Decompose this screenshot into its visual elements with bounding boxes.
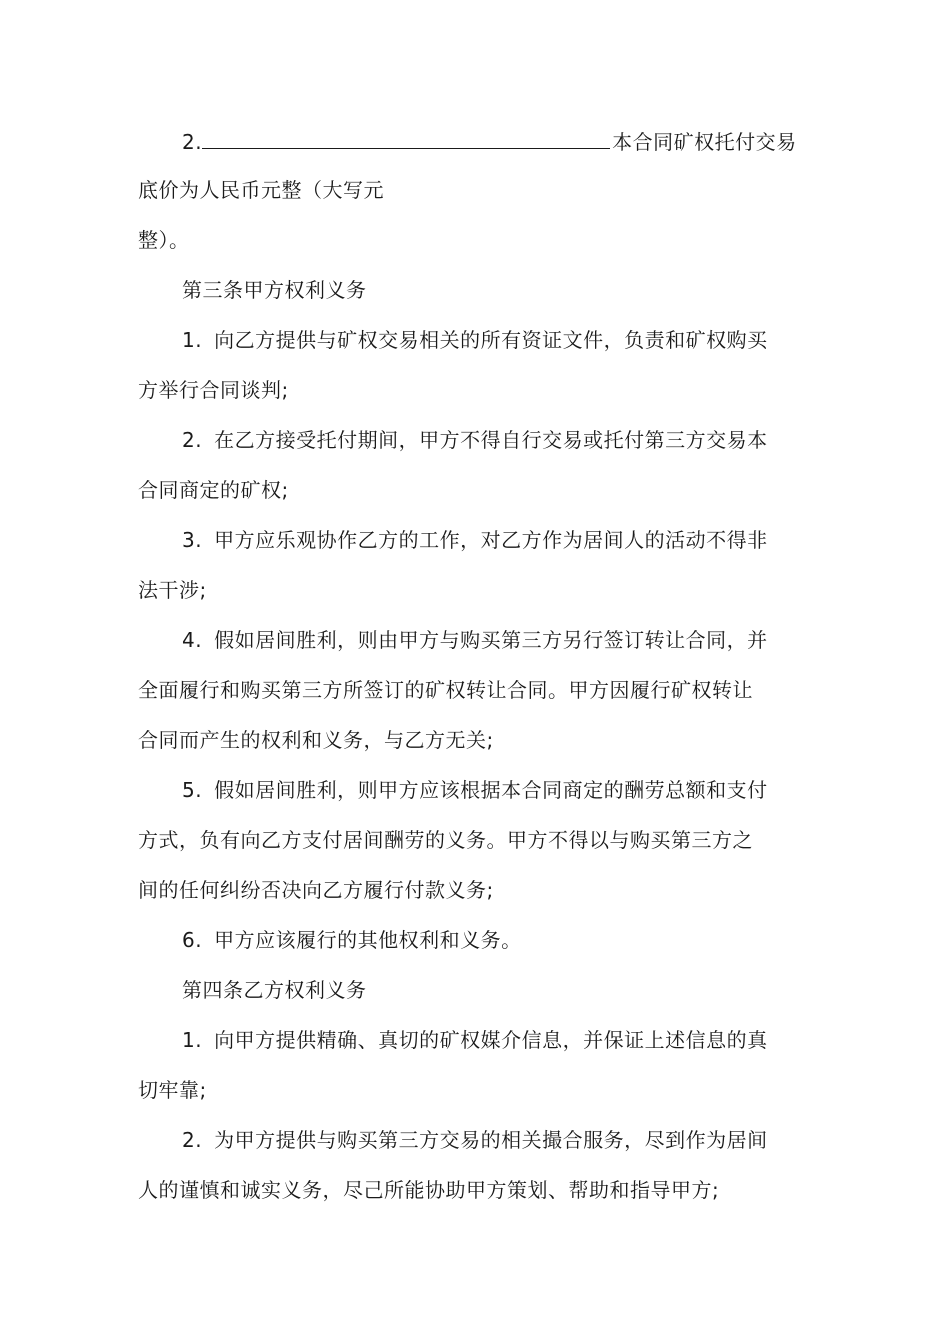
article-3-item-5-line-1 bbox=[182, 776, 768, 804]
item-text: 为甲方提供与购买第三方交易的相关撮合服务，尽到作为居间 bbox=[214, 1128, 768, 1152]
article-4-heading: 第四条乙方权利义务 bbox=[182, 978, 367, 1002]
article-3-heading: 第三条甲方权利义务 bbox=[182, 278, 367, 302]
item-text: 甲方应该履行的其他权利和义务。 bbox=[214, 928, 522, 952]
clause-2-text: 本合同矿权托付交易 bbox=[612, 130, 797, 154]
article-4-item-1-line-1 bbox=[182, 1026, 768, 1054]
article-3-item-4-line-3: 合同而产生的权利和义务，与乙方无关; bbox=[138, 728, 494, 752]
item-text: 甲方应乐观协作乙方的工作，对乙方作为居间人的活动不得非 bbox=[214, 528, 768, 552]
item-text: 假如居间胜利，则甲方应该根据本合同商定的酬劳总额和支付 bbox=[214, 778, 768, 802]
article-3-item-6-line-1 bbox=[182, 926, 522, 954]
clause-2-line-2: 底价为人民币元整（大写元 bbox=[138, 178, 384, 202]
article-4-item-1-line-2: 切牢靠; bbox=[138, 1078, 207, 1102]
article-3-item-5-line-3: 间的任何纠纷否决向乙方履行付款义务; bbox=[138, 878, 494, 902]
item-number: 1. bbox=[182, 328, 203, 352]
article-3-item-3-line-2: 法干涉; bbox=[138, 578, 207, 602]
article-3-item-4-line-2: 全面履行和购买第三方所签订的矿权转让合同。甲方因履行矿权转让 bbox=[138, 678, 753, 702]
article-4-item-2-line-2: 人的谨慎和诚实义务，尽己所能协助甲方策划、帮助和指导甲方; bbox=[138, 1178, 720, 1202]
item-text: 向甲方提供精确、真切的矿权媒介信息，并保证上述信息的真 bbox=[214, 1028, 768, 1052]
item-number: 3. bbox=[182, 528, 203, 552]
article-3-item-4-line-1 bbox=[182, 626, 768, 654]
article-3-item-2-line-1 bbox=[182, 426, 768, 454]
clause-2-number: 2. bbox=[182, 130, 203, 154]
item-number: 6. bbox=[182, 928, 203, 952]
item-number: 1. bbox=[182, 1028, 203, 1052]
article-3-item-2-line-2: 合同商定的矿权; bbox=[138, 478, 289, 502]
article-4-item-2-line-1 bbox=[182, 1126, 768, 1154]
item-number: 5. bbox=[182, 778, 203, 802]
clause-2-line-1 bbox=[182, 126, 797, 156]
article-3-item-5-line-2: 方式，负有向乙方支付居间酬劳的义务。甲方不得以与购买第三方之 bbox=[138, 828, 753, 852]
clause-2-line-3: 整）。 bbox=[138, 228, 190, 252]
item-text: 在乙方接受托付期间，甲方不得自行交易或托付第三方交易本 bbox=[214, 428, 768, 452]
article-3-item-1-line-1 bbox=[182, 326, 768, 354]
item-text: 假如居间胜利，则由甲方与购买第三方另行签订转让合同，并 bbox=[214, 628, 768, 652]
item-number: 4. bbox=[182, 628, 203, 652]
item-text: 向乙方提供与矿权交易相关的所有资证文件，负责和矿权购买 bbox=[214, 328, 768, 352]
fill-in-blank bbox=[202, 126, 610, 149]
item-number: 2. bbox=[182, 1128, 203, 1152]
item-number: 2. bbox=[182, 428, 203, 452]
article-3-item-3-line-1 bbox=[182, 526, 768, 554]
article-3-item-1-line-2: 方举行合同谈判; bbox=[138, 378, 289, 402]
